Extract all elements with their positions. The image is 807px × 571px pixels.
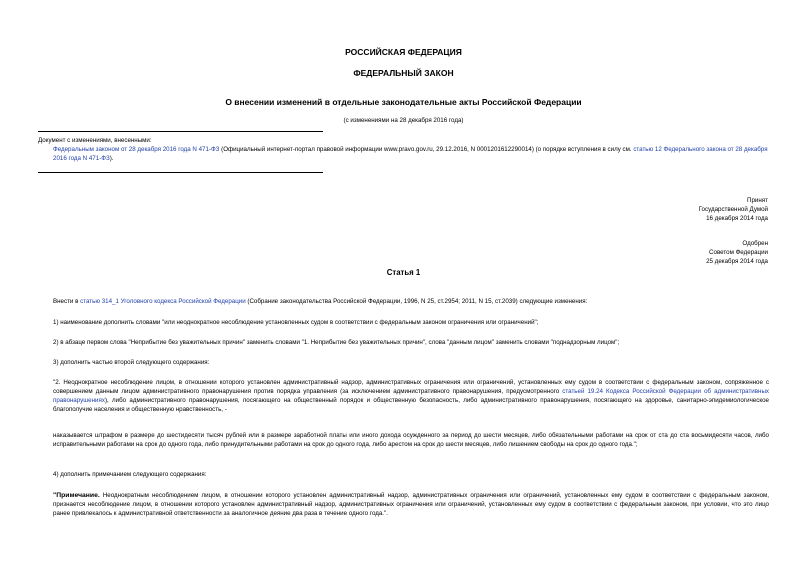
approved-block	[706, 239, 768, 266]
p6-text: наказывается штрафом в размере до шестидесяти тысяч рублей или в размере заработной платы или иного дохода осужденного за период до шести месяцев, либо обязательными работами на срок от ста до ста восьмидесяти часов, либо исправительными работами на срок до одного года, либо принудительными работами на срок до одного года, либо арестом на срок до шести месяцев, либо лишением свободы на срок до одного года.";	[53, 432, 769, 448]
accepted-line2: Государственной Думой	[698, 206, 768, 213]
approved-line2: Советом Федерации	[709, 249, 768, 256]
criminal-code-link[interactable]: статью 314_1 Уголовного кодекса Российской Федерации	[80, 298, 246, 305]
document-title: О внесении изменений в отдельные законодательные акты Российской Федерации	[225, 97, 582, 107]
p5-text-b: ), либо административного правонарушения, посягающего на общественный порядок и общественную безопасность, либо административного правонарушения, посягающего на здоровье, санитарно-эпидемиологическое благополучие населения и общественную нравственность, -	[53, 397, 769, 413]
p7-text: 4) дополнить примечанием следующего содержания:	[53, 471, 207, 478]
p5-text-a: "2. Неоднократное несоблюдение лицом, в отношении которого установлен административный надзор, административных ограничения или ограничений, установленных ему судом в соответствии с федеральным законом, сопряженное с совершением данным лицом административного правонарушения против порядка управления (за исключением административного правонарушения, предусмотренного	[53, 379, 769, 395]
accepted-line3: 16 декабря 2014 года	[706, 215, 768, 222]
article-paragraph-2	[38, 338, 769, 347]
note-label: "Примечание.	[53, 492, 100, 499]
article-paragraph-4	[38, 470, 769, 479]
changes-text-2: ).	[109, 155, 114, 162]
approved-line3: 25 декабря 2014 года	[706, 258, 768, 265]
revision-note: (с изменениями на 28 декабря 2016 года)	[343, 117, 464, 124]
law-type-heading: ФЕДЕРАЛЬНЫЙ ЗАКОН	[353, 68, 454, 78]
note-text: Неоднократным несоблюдением лицом, в отношении которого установлен административный надзор, административных ограничения или ограничений, установленных ему судом в соответствии с федеральным законом, признается несоблюдение лицом, в отношении которого установлен административный надзор, административных ограничения или ограничений, установленных ему судом в соответствии с федеральным законом, при условии, что это лицо ранее привлекалось к административной ответственности за аналогичное деяние два раза в течение одного года.".	[53, 492, 769, 517]
accepted-block	[699, 196, 768, 223]
changes-block	[38, 136, 769, 163]
changes-intro: Документ с изменениями, внесенными:	[38, 137, 152, 144]
article-paragraph-part2	[38, 378, 769, 414]
koap-19-24-link[interactable]: статьей 19.24 Кодекса Российской Федерации об административных правонарушениях	[53, 388, 769, 404]
article-paragraph-intro	[38, 297, 769, 306]
changes-text	[38, 145, 769, 163]
p2-text: 1) наименование дополнить словами "или неоднократное несоблюдение установленных судом в соответствии с федеральным законом ограничения или ограничений";	[53, 319, 539, 326]
law-471-link[interactable]: Федеральным законом от 28 декабря 2016 года N 471-ФЗ	[53, 146, 220, 153]
divider-bottom	[38, 172, 323, 173]
changes-text-1: (Официальный интернет-портал правовой информации www.pravo.gov.ru, 29.12.2016, N 0001201612290014) (о порядке вступления в силу см.	[219, 146, 634, 153]
p1-text-a: Внести в	[53, 298, 81, 305]
article-heading: Статья 1	[386, 268, 421, 277]
article-12-link[interactable]: статью 12 Федерального закона от 28 декабря 2016 года N 471-ФЗ	[53, 146, 768, 162]
article-paragraph-3	[38, 358, 769, 367]
article-paragraph-1	[38, 318, 769, 327]
approved-line1: Одобрен	[742, 240, 768, 247]
divider-top	[38, 131, 323, 132]
p3-text: 2) в абзаце первом слова "Неприбытие без уважительных причин" заменить словами "1. Неприбытие без уважительных причин", слова "данным лицом" заменить словами "поднадзорным лицом";	[53, 339, 620, 346]
p4-text: 3) дополнить частью второй следующего содержания:	[53, 359, 210, 366]
country-heading: РОССИЙСКАЯ ФЕДЕРАЦИЯ	[345, 47, 462, 57]
p1-text-b: (Собрание законодательства Российской Федерации, 1996, N 25, ст.2954; 2011, N 15, ст.2039) следующие изменения:	[245, 298, 588, 305]
accepted-line1: Принят	[747, 197, 768, 204]
article-paragraph-punishment	[38, 431, 769, 449]
article-note	[38, 491, 769, 518]
